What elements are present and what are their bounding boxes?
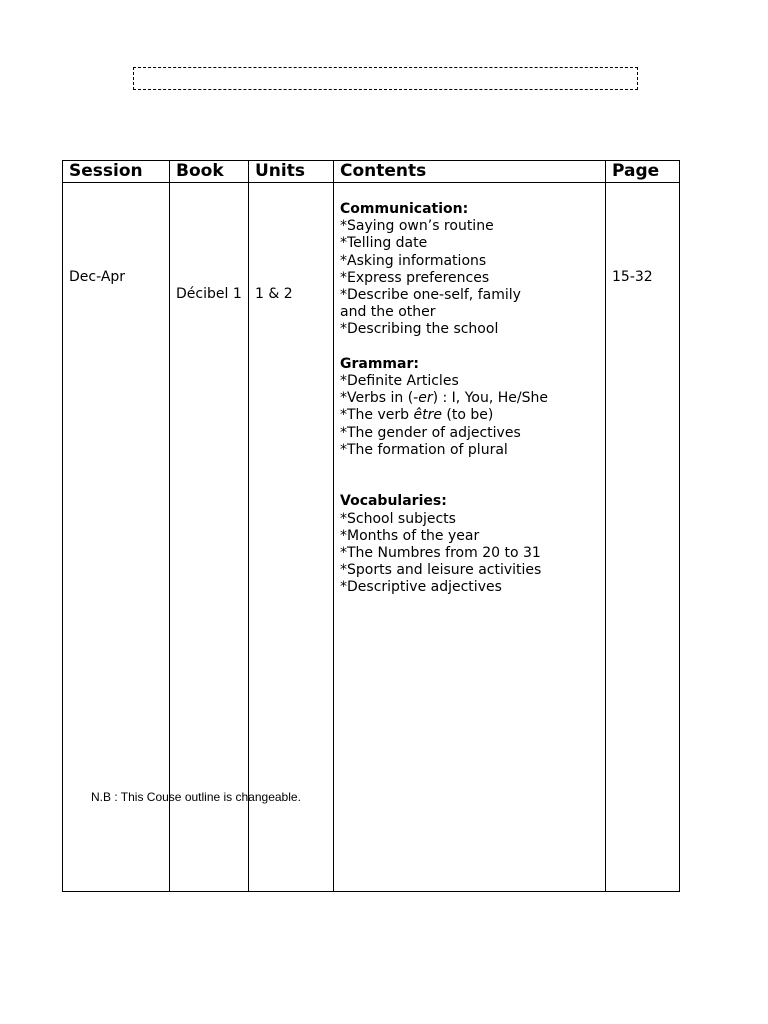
header-units: Units: [249, 161, 334, 183]
list-item: *Definite Articles: [340, 373, 459, 390]
list-item: *Verbs in (-er) : I, You, He/She: [340, 390, 548, 407]
cell-book: Décibel 1: [170, 183, 249, 892]
header-contents: Contents: [334, 161, 606, 183]
list-item: *Express preferences: [340, 269, 490, 286]
cell-contents: [334, 183, 606, 892]
list-item: *The gender of adjectives: [340, 424, 521, 441]
list-item: *The Numbres from 20 to 31: [340, 545, 541, 562]
list-item: *Telling date: [340, 235, 428, 252]
title-placeholder-box: [133, 67, 638, 90]
list-item: *Months of the year: [340, 527, 480, 544]
header-session: Session: [63, 161, 170, 183]
cell-page: 15-32: [606, 183, 680, 892]
list-item: *Describing the school: [340, 321, 499, 338]
list-item: and the other: [340, 304, 436, 321]
grammar-heading: Grammar:: [340, 355, 419, 372]
list-item: *The verb être (to be): [340, 407, 494, 424]
list-item: *The formation of plural: [340, 441, 508, 458]
header-book: Book: [170, 161, 249, 183]
table-row: [63, 183, 680, 892]
vocabularies-heading: Vocabularies:: [340, 493, 447, 510]
header-page: Page: [606, 161, 680, 183]
cell-units: 1 & 2: [249, 183, 334, 892]
list-item: *Sports and leisure activities: [340, 562, 542, 579]
communication-heading: Communication:: [340, 201, 469, 217]
table-header-row: [63, 161, 680, 183]
course-outline-table: [62, 160, 680, 892]
list-item: *Asking informations: [340, 252, 487, 269]
list-item: *Descriptive adjectives: [340, 579, 502, 596]
footnote: N.B : This Couse outline is changeable.: [91, 790, 301, 804]
list-item: *School subjects: [340, 510, 456, 527]
cell-session: Dec-Apr: [63, 183, 170, 892]
list-item: *Describe one-self, family: [340, 287, 521, 304]
list-item: *Saying own’s routine: [340, 218, 494, 235]
